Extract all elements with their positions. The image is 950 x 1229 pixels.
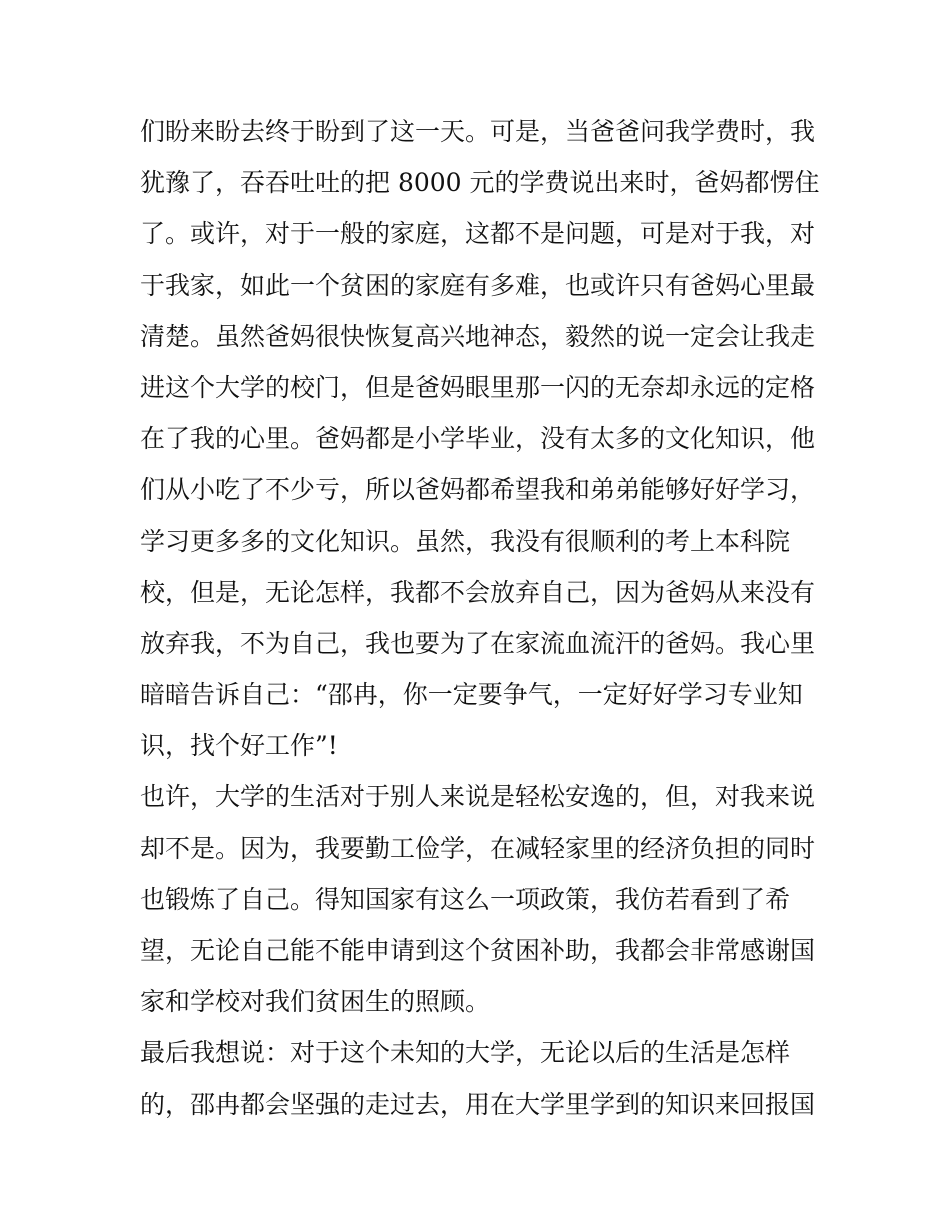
text-line-6: 进这个大学的校门，但是爸妈眼里那一闪的无奈却永远的定格 [140,372,816,402]
text-line-13: 识，找个好工作”! [140,731,338,761]
text-line-2: 犹豫了，吞吞吐吐的把 8000 元的学费说出来时，爸妈都愣住 [140,168,820,198]
text-line-20: 的，邵冉都会坚强的走过去，用在大学里学到的知识来回报国 [140,1089,816,1119]
text-line-9: 学习更多多的文化知识。虽然，我没有很顺利的考上本科院 [140,526,791,556]
text-line-19: 最后我想说：对于这个未知的大学，无论以后的生活是怎样 [140,1038,791,1068]
text-line-12: 暗暗告诉自己：“邵冉，你一定要争气，一定好好学习专业知 [140,680,803,710]
text-line-1: 们盼来盼去终于盼到了这一天。可是，当爸爸问我学费时，我 [140,117,816,146]
text-line-18: 家和学校对我们贫困生的照顾。 [140,987,491,1017]
text-line-4: 于我家，如此一个贫困的家庭有多难，也或许只有爸妈心里最 [140,270,816,300]
text-line-7: 在了我的心里。爸妈都是小学毕业，没有太多的文化知识，他 [140,424,816,454]
text-line-16: 也锻炼了自己。得知国家有这么一项政策，我仿若看到了希 [140,884,791,914]
text-line-15: 却不是。因为，我要勤工俭学，在减轻家里的经济负担的同时 [140,833,816,863]
text-line-5: 清楚。虽然爸妈很快恢复高兴地神态，毅然的说一定会让我走 [140,321,816,351]
text-line-3: 了。或许，对于一般的家庭，这都不是问题，可是对于我，对 [140,219,816,249]
text-line-14: 也许，大学的生活对于别人来说是轻松安逸的，但，对我来说 [140,782,816,812]
text-line-17: 望，无论自己能不能申请到这个贫困补助，我都会非常感谢国 [140,936,816,965]
text-line-11: 放弃我，不为自己，我也要为了在家流血流汗的爸妈。我心里 [140,628,816,658]
document-body [140,106,820,1130]
text-line-10: 校，但是，无论怎样，我都不会放弃自己，因为爸妈从来没有 [140,577,816,607]
text-line-8: 们从小吃了不少亏，所以爸妈都希望我和弟弟能够好好学习， [140,475,816,505]
